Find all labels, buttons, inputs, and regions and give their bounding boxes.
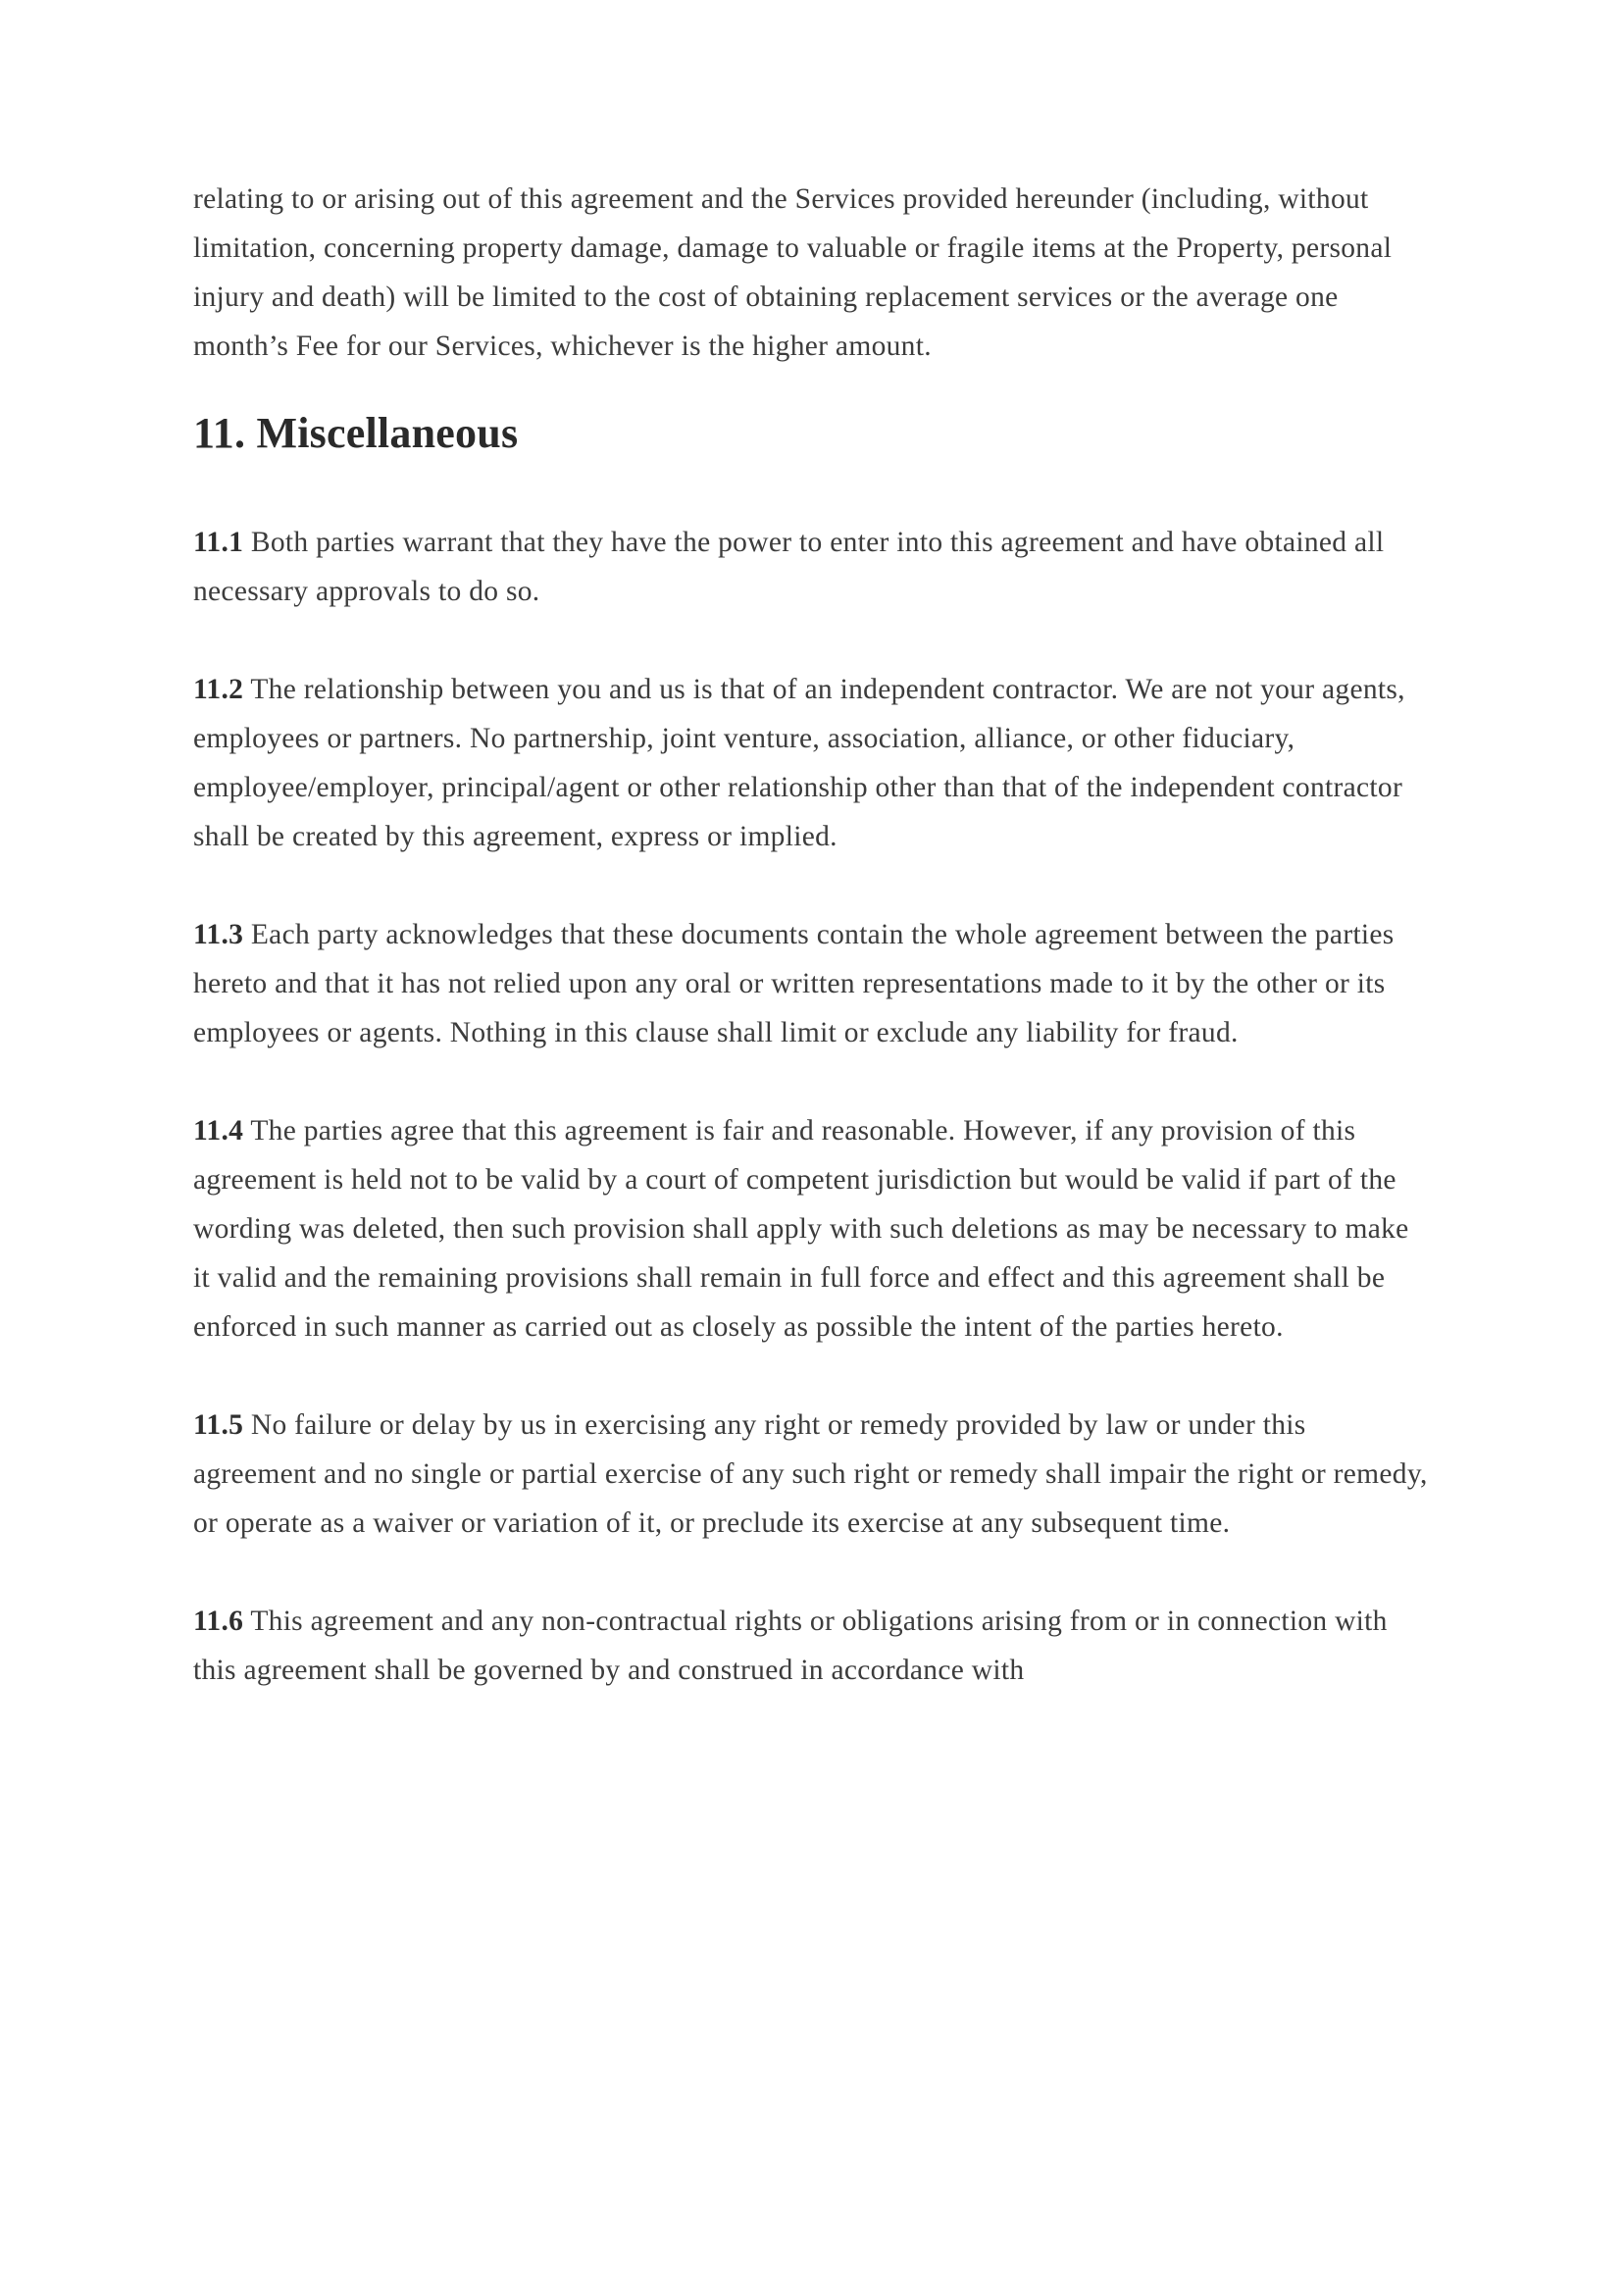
clause-text: Both parties warrant that they have the power to enter into this agreement and have obtained all necessary approvals to do so. (193, 527, 1385, 607)
clause-text: The relationship between you and us is that of an independent contractor. We are not your agents, employees or partners. No partnership, joint venture, association, alliance, or other fiduciary, employee/employer, principal/agent or other relationship other than that of the independent contractor shall be created by this agreement, express or implied. (193, 674, 1405, 852)
clause-text: The parties agree that this agreement is fair and reasonable. However, if any provision of this agreement is held not to be valid by a court of competent jurisdiction but would be valid if part of the wording was deleted, then such provision shall apply with such deletions as may be necessary to make it valid and the remaining provisions shall remain in full force and effect and this agreement shall be enforced in such manner as carried out as closely as possible the intent of the parties hereto. (193, 1115, 1409, 1343)
clause-text: This agreement and any non-contractual rights or obligations arising from or in connection with this agreement shall be governed by and construed in accordance with (193, 1606, 1388, 1686)
clause-11-1 (193, 518, 1431, 616)
clause-11-3 (193, 910, 1431, 1057)
document-content (193, 175, 1431, 1695)
clause-11-5 (193, 1401, 1431, 1548)
clause-number: 11.5 (193, 1409, 244, 1441)
clause-11-2 (193, 665, 1431, 861)
clause-11-4 (193, 1106, 1431, 1351)
clause-number: 11.4 (193, 1115, 244, 1147)
clause-text: Each party acknowledges that these documents contain the whole agreement between the parties hereto and that it has not relied upon any oral or written representations made to it by the other or its employees or agents. Nothing in this clause shall limit or exclude any liability for fraud. (193, 919, 1395, 1048)
clause-number: 11.6 (193, 1606, 244, 1637)
clause-number: 11.3 (193, 919, 244, 950)
lead-paragraph: relating to or arising out of this agreement and the Services provided hereunder (including, without limitation, concerning property damage, damage to valuable or fragile items at the Property, personal injury and death) will be limited to the cost of obtaining replacement services or the average one month’s Fee for our Services, whichever is the higher amount. (193, 183, 1393, 362)
clause-11-6 (193, 1597, 1431, 1695)
clause-text: No failure or delay by us in exercising any right or remedy provided by law or under this agreement and no single or partial exercise of any such right or remedy shall impair the right or remedy, or operate as a waiver or variation of it, or preclude its exercise at any subsequent time. (193, 1409, 1428, 1539)
clause-number: 11.2 (193, 674, 244, 705)
section-heading: 11. Miscellaneous (193, 409, 519, 457)
clause-number: 11.1 (193, 527, 244, 558)
